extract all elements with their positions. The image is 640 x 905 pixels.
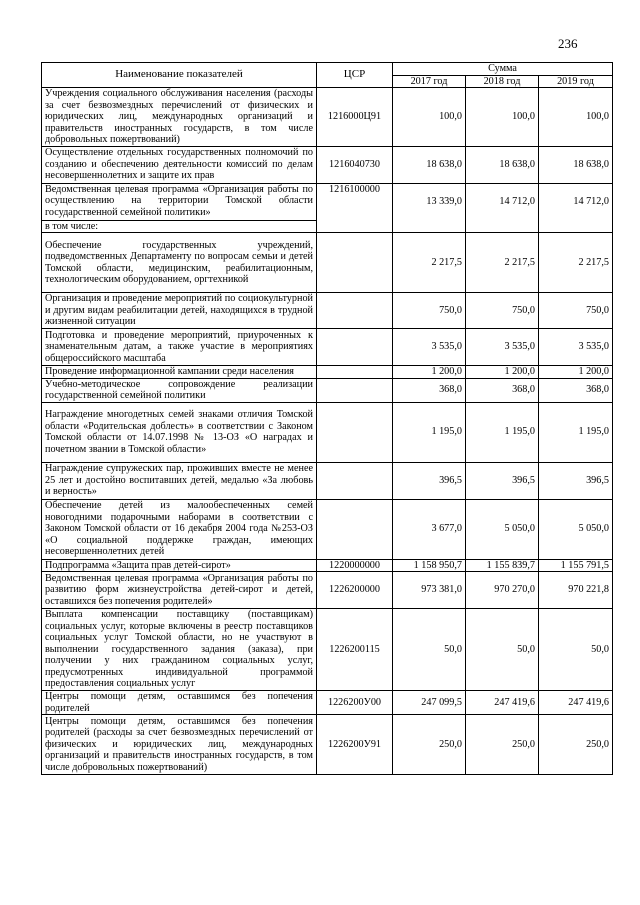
row-2019: 3 535,0 (539, 329, 613, 366)
row-csr (317, 329, 393, 366)
row-2018: 396,5 (466, 462, 539, 499)
table-row (42, 499, 613, 559)
row-2019: 1 200,0 (539, 366, 613, 379)
row-2018: 2 217,5 (466, 233, 539, 293)
row-2018: 5 050,0 (466, 499, 539, 559)
row-2017: 3 535,0 (393, 329, 466, 366)
row-2018: 18 638,0 (466, 146, 539, 183)
row-2019: 18 638,0 (539, 146, 613, 183)
row-name: в том числе: (42, 220, 317, 233)
row-2018: 970 270,0 (466, 572, 539, 609)
row-csr: 1220000000 (317, 559, 393, 572)
row-name: Центры помощи детям, оставшимся без попечения родителей (расходы за счет безвозмездных перечислений от физических и юридических лиц, международных организаций и правительств иностранных государств, в том числе добровольных пожертвований) (42, 715, 317, 775)
row-2019: 50,0 (539, 609, 613, 691)
row-name: Подпрограмма «Защита прав детей-сирот» (42, 559, 317, 572)
row-2018: 1 155 839,7 (466, 559, 539, 572)
table-row (42, 146, 613, 183)
table-row (42, 715, 613, 775)
row-csr (317, 220, 393, 233)
row-name: Подготовка и проведение мероприятий, приуроченных к знаменательным датам, а также участие в мероприятиях общероссийского масштаба (42, 329, 317, 366)
row-csr: 1226200115 (317, 609, 393, 691)
row-name: Учебно-методическое сопровождение реализации государственной семейной политики (42, 378, 317, 402)
row-csr: 1226200000 (317, 572, 393, 609)
row-name: Выплата компенсации поставщику (поставщикам) социальных услуг, которые включены в реестр поставщиков социальных услуг Томской области, но не участвуют в выполнении государственного задания (заказа), при получении у них гражданином социальных услуг, предусмотренных индивидуальной программой предоставления социальных услуг (42, 609, 317, 691)
row-2018: 14 712,0 (466, 183, 539, 220)
row-2019: 368,0 (539, 378, 613, 402)
table-row (42, 559, 613, 572)
row-2019: 2 217,5 (539, 233, 613, 293)
row-name: Обеспечение государственных учреждений, подведомственных Департаменту по вопросам семьи и детей Томской области, медицинским, реабилитационным, технологическим оборудованием, оргтехникой (42, 233, 317, 293)
row-csr: 1216040730 (317, 146, 393, 183)
table-row (42, 572, 613, 609)
row-2018: 50,0 (466, 609, 539, 691)
row-2019: 247 419,6 (539, 691, 613, 715)
header-name: Наименование показателей (42, 63, 317, 88)
row-2018: 247 419,6 (466, 691, 539, 715)
header-sum: Сумма (393, 63, 613, 76)
budget-table (41, 62, 613, 775)
row-2018: 250,0 (466, 715, 539, 775)
row-name: Учреждения социального обслуживания населения (расходы за счет безвозмездных перечислений от физических и юридических лиц, международных организаций и правительств иностранных государств, в том числе добровольных пожертвований) (42, 88, 317, 147)
row-2019 (539, 220, 613, 233)
header-year-2017: 2017 год (393, 75, 466, 88)
row-2018: 3 535,0 (466, 329, 539, 366)
table-row (42, 691, 613, 715)
row-2019: 970 221,8 (539, 572, 613, 609)
row-2019: 750,0 (539, 293, 613, 329)
row-2019: 250,0 (539, 715, 613, 775)
row-csr: 1216000Ц91 (317, 88, 393, 147)
row-name: Организация и проведение мероприятий по социокультурной и другим видам реабилитации детей, находящихся в трудной жизненной ситуации (42, 293, 317, 329)
row-2017 (393, 220, 466, 233)
row-2017: 18 638,0 (393, 146, 466, 183)
row-2019: 14 712,0 (539, 183, 613, 220)
header-year-2019: 2019 год (539, 75, 613, 88)
row-2017: 250,0 (393, 715, 466, 775)
table-row (42, 220, 613, 233)
row-2017: 396,5 (393, 462, 466, 499)
table-row (42, 233, 613, 293)
row-name: Ведомственная целевая программа «Организация работы по осуществлению на территории Томской области государственной семейной политики» (42, 183, 317, 220)
row-csr (317, 402, 393, 462)
row-name: Награждение супружеских пар, проживших вместе не менее 25 лет и достойно воспитавших детей, медалью «За любовь и верность» (42, 462, 317, 499)
row-csr (317, 499, 393, 559)
row-2018: 1 195,0 (466, 402, 539, 462)
header-csr: ЦСР (317, 63, 393, 88)
row-2019: 5 050,0 (539, 499, 613, 559)
row-2018 (466, 220, 539, 233)
table-row (42, 329, 613, 366)
table-row (42, 366, 613, 379)
row-name: Осуществление отдельных государственных полномочий по созданию и обеспечению деятельности комиссий по делам несовершеннолетних и защите их прав (42, 146, 317, 183)
row-2017: 50,0 (393, 609, 466, 691)
row-csr (317, 462, 393, 499)
table-row (42, 183, 613, 220)
row-2017: 100,0 (393, 88, 466, 147)
row-csr: 1216100000 (317, 183, 393, 220)
row-2018: 368,0 (466, 378, 539, 402)
row-2017: 1 158 950,7 (393, 559, 466, 572)
table-row (42, 402, 613, 462)
row-name: Награждение многодетных семей знаками отличия Томской области «Родительская доблесть» в соответствии с Законом Томской области от 14.07.1998 № 13-ОЗ «О наградах и почетном звании в Томской области» (42, 402, 317, 462)
row-2017: 973 381,0 (393, 572, 466, 609)
row-2017: 247 099,5 (393, 691, 466, 715)
row-name: Проведение информационной кампании среди населения (42, 366, 317, 379)
row-2017: 3 677,0 (393, 499, 466, 559)
row-csr (317, 366, 393, 379)
row-2017: 1 195,0 (393, 402, 466, 462)
row-2019: 1 195,0 (539, 402, 613, 462)
row-2017: 1 200,0 (393, 366, 466, 379)
table-row (42, 378, 613, 402)
table-row (42, 462, 613, 499)
table-row (42, 609, 613, 691)
row-2018: 1 200,0 (466, 366, 539, 379)
row-csr: 1226200У00 (317, 691, 393, 715)
row-csr (317, 378, 393, 402)
row-2017: 13 339,0 (393, 183, 466, 220)
row-2017: 368,0 (393, 378, 466, 402)
row-csr (317, 233, 393, 293)
row-2018: 100,0 (466, 88, 539, 147)
row-2017: 2 217,5 (393, 233, 466, 293)
row-2019: 100,0 (539, 88, 613, 147)
row-2017: 750,0 (393, 293, 466, 329)
row-csr (317, 293, 393, 329)
row-name: Центры помощи детям, оставшимся без попечения родителей (42, 691, 317, 715)
page-number: 236 (558, 36, 578, 51)
row-2019: 1 155 791,5 (539, 559, 613, 572)
header-year-2018: 2018 год (466, 75, 539, 88)
row-2019: 396,5 (539, 462, 613, 499)
table-row (42, 293, 613, 329)
row-name: Ведомственная целевая программа «Организация работы по развитию форм жизнеустройства детей-сирот и детей, оставшихся без попечения родителей» (42, 572, 317, 609)
row-csr: 1226200У91 (317, 715, 393, 775)
row-2018: 750,0 (466, 293, 539, 329)
row-name: Обеспечение детей из малообеспеченных семей новогодними подарочными наборами в соответствии с Законом Томской области от 16 декабря 2004 года №253-ОЗ «О социальной поддержке граждан, имеющих несовершеннолетних детей (42, 499, 317, 559)
table-row (42, 88, 613, 147)
